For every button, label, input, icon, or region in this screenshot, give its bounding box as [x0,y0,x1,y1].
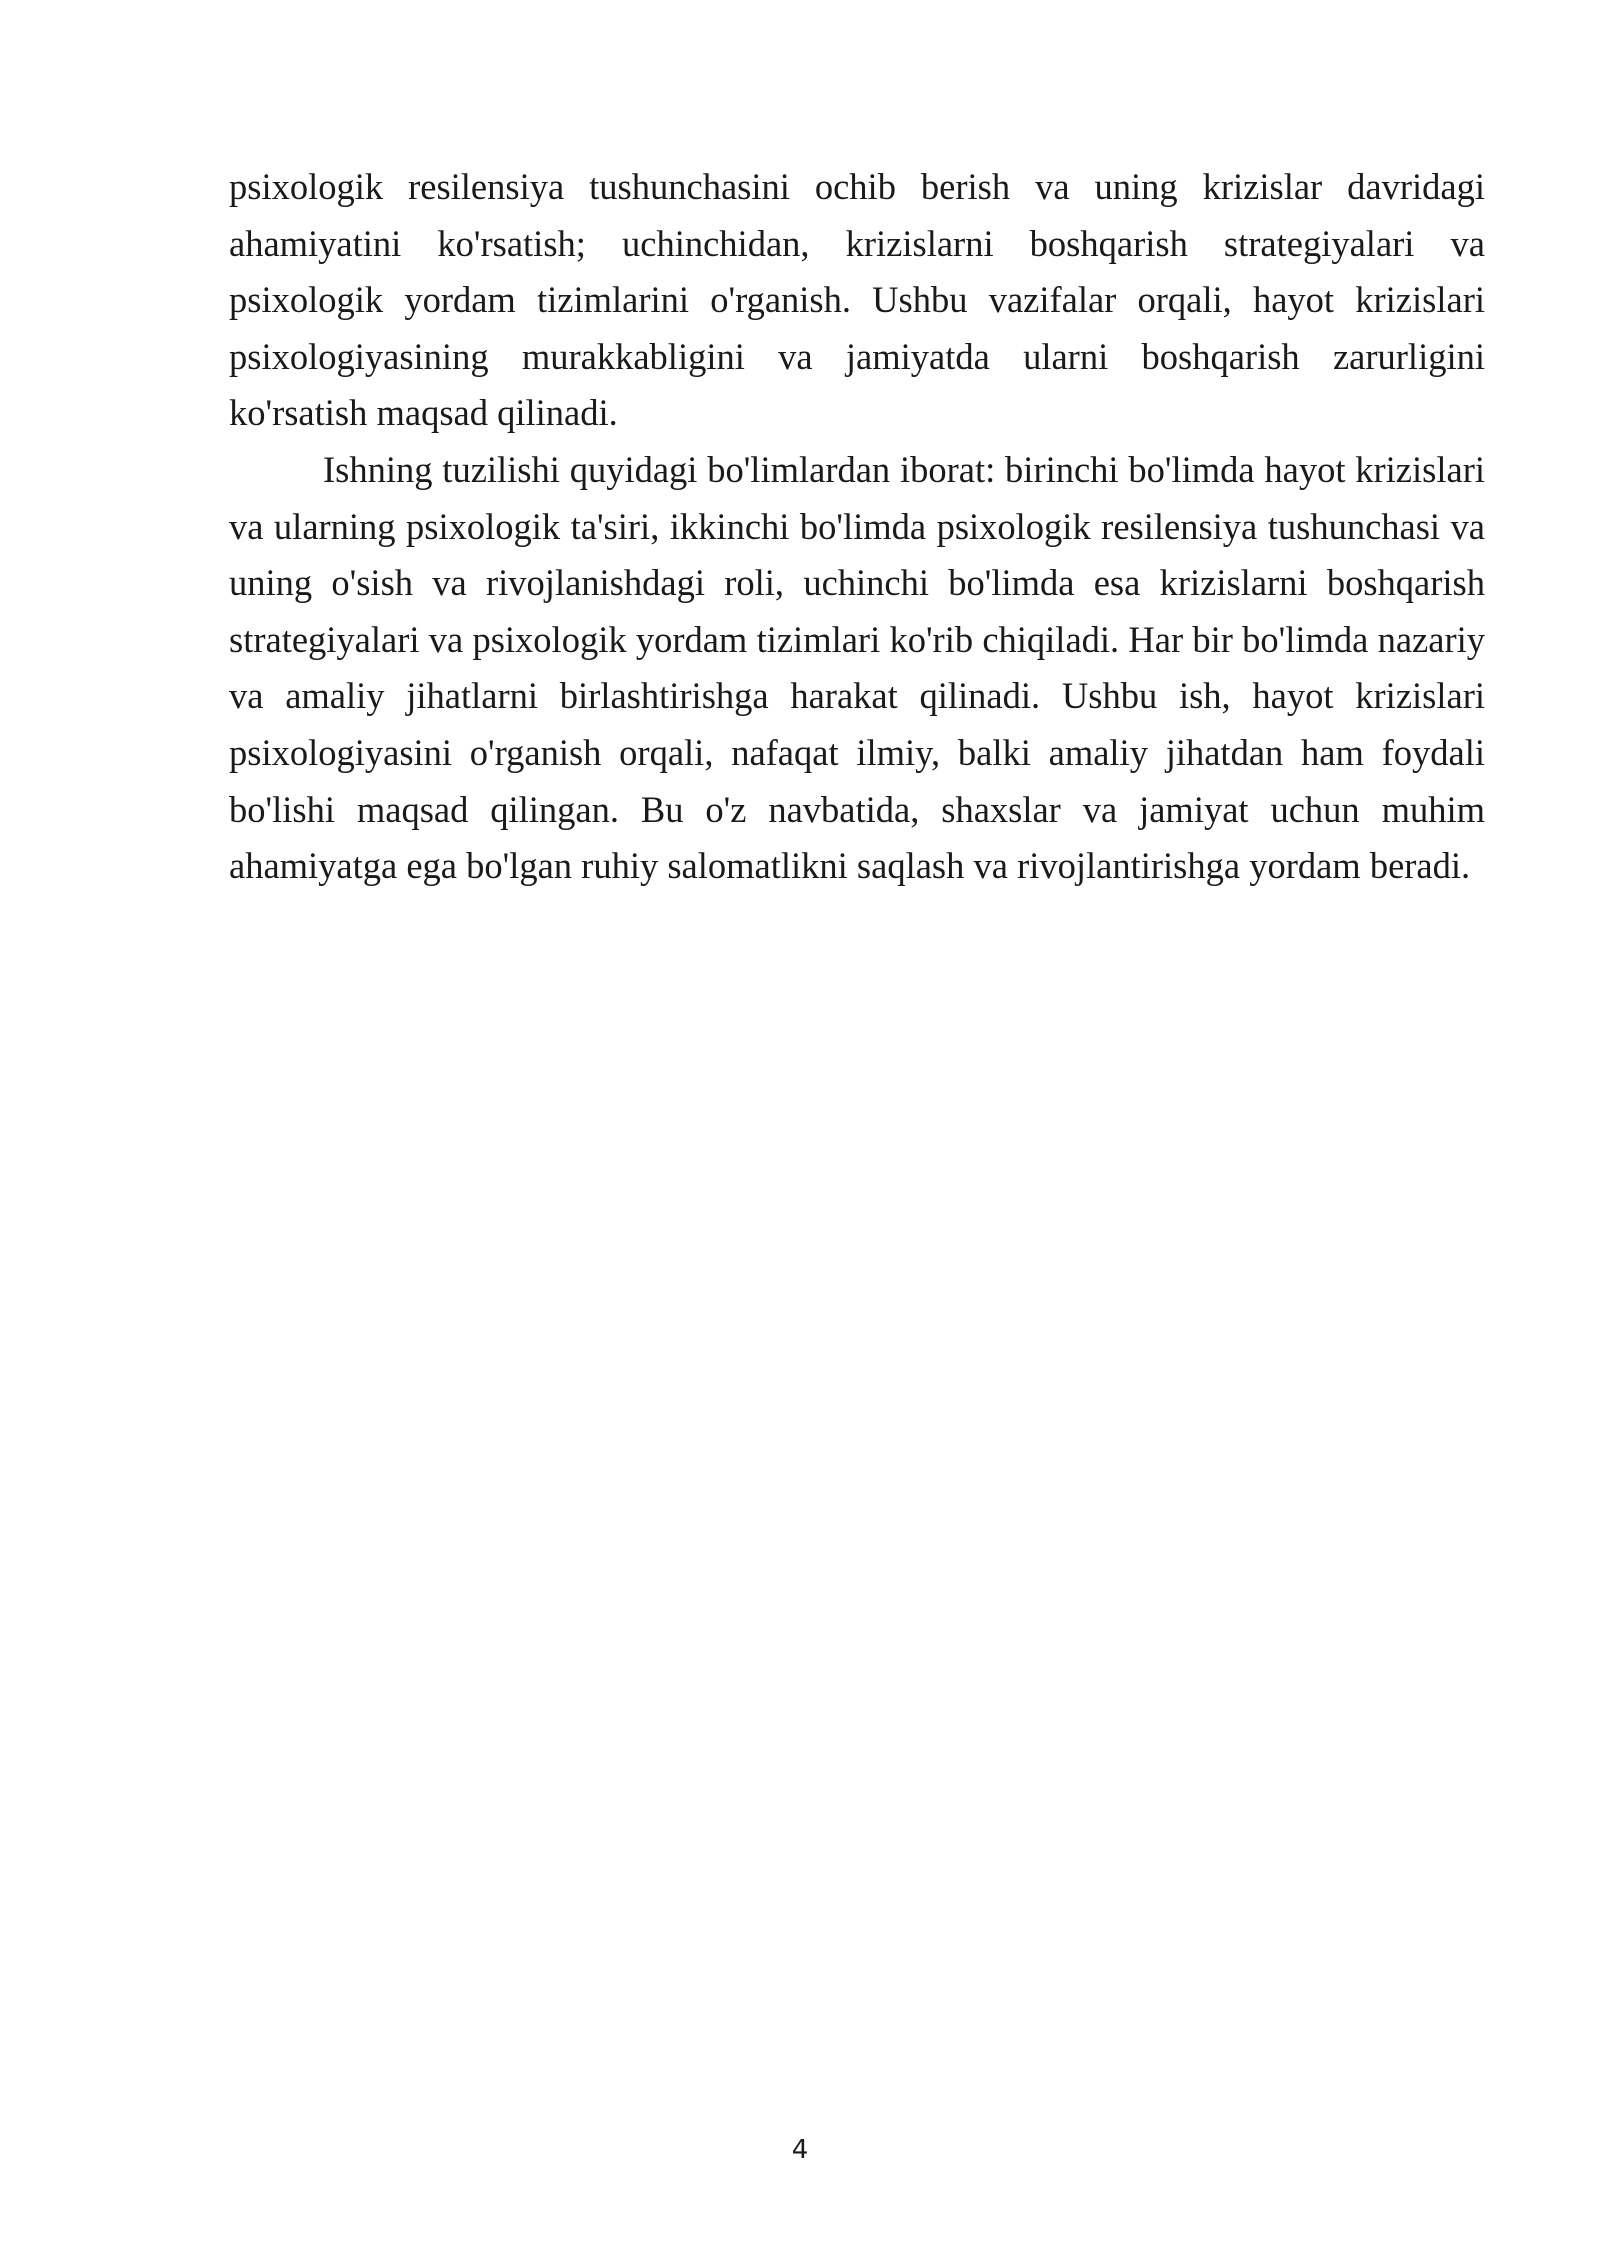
paragraph-continuation: psixologik resilensiya tushunchasini ochib berish va uning krizislar davridagi ahamiyatini ko'rsatish; uchinchidan, krizislarni boshqarish strategiyalari va psixologik yordam tizimlarini o'rganish. Ushbu vazifalar orqali, hayot krizislari psixologiyasining murakkabligini va jamiyatda ularni boshqarish zarurligini ko'rsatish maqsad qilinadi. [229,166,1485,434]
paragraph-structure: Ishning tuzilishi quyidagi bo'limlardan iborat: birinchi bo'limda hayot krizislari va ularning psixologik ta'siri, ikkinchi bo'limda psixologik resilensiya tushunchasi va uning o'sish va rivojlanishdagi roli, uchinchi bo'limda esa krizislarni boshqarish strategiyalari va psixologik yordam tizimlari ko'rib chiqiladi. Har bir bo'limda nazariy va amaliy jihatlarni birlashtirishga harakat qilinadi. Ushbu ish, hayot krizislari psixologiyasini o'rganish orqali, nafaqat ilmiy, balki amaliy jihatdan ham foydali bo'lishi maqsad qilingan. Bu o'z navbatida, shaxslar va jamiyat uchun muhim ahamiyatga ega bo'lgan ruhiy salomatlikni saqlash va rivojlantirishga yordam beradi. [229,448,1485,887]
body-text [229,159,1485,895]
page-number: 4 [791,2135,809,2165]
